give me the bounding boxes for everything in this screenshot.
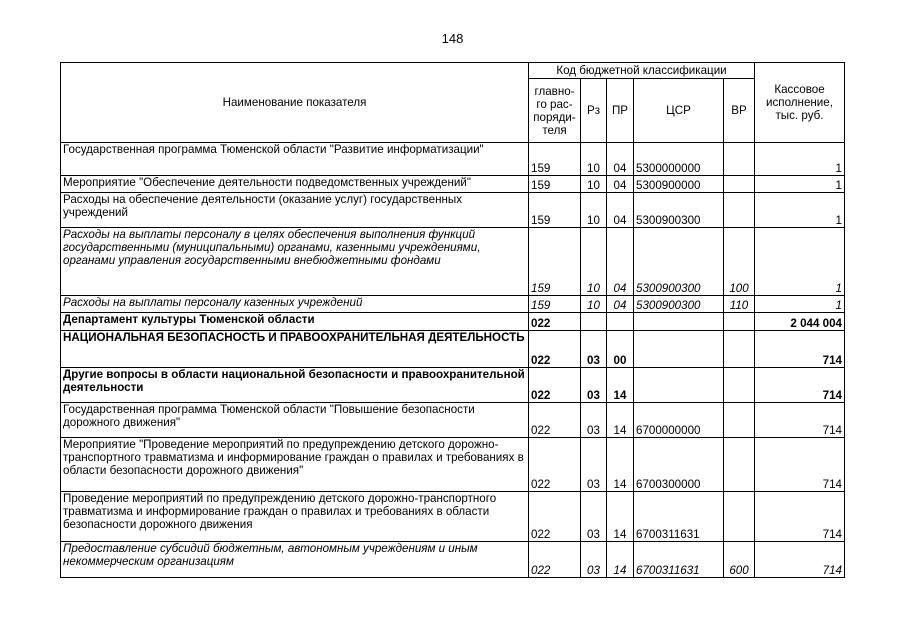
- cell-rz: 10: [581, 193, 607, 228]
- cell-amount: 1: [755, 228, 845, 296]
- cell-vr: [724, 313, 755, 331]
- header-vr: ВР: [724, 79, 755, 143]
- cell-csr: 5300900300: [634, 296, 724, 313]
- cell-rz: [581, 313, 607, 331]
- cell-vr: [724, 492, 755, 542]
- cell-csr: 6700300000: [634, 438, 724, 492]
- cell-pr: 14: [607, 403, 634, 438]
- cell-name: Другие вопросы в области национальной безопасности и правоохранительной деятельности: [61, 368, 529, 403]
- cell-csr: [634, 331, 724, 368]
- cell-amount: 714: [755, 542, 845, 578]
- cell-rz: 03: [581, 438, 607, 492]
- cell-name: Мероприятие "Проведение мероприятий по предупреждению детского дорожно-транспортного травматизма и информирование граждан о правилах и требованиях в области безопасности дорожного движения": [61, 438, 529, 492]
- cell-glava: 159: [529, 296, 581, 313]
- cell-csr: [634, 368, 724, 403]
- cell-vr: [724, 438, 755, 492]
- table-row: [61, 176, 845, 193]
- cell-amount: 1: [755, 296, 845, 313]
- cell-name: Проведение мероприятий по предупреждению детского дорожно-транспортного травматизма и информирование граждан о правилах и требованиях в области безопасности дорожного движения: [61, 492, 529, 542]
- cell-rz: 03: [581, 331, 607, 368]
- table-row: [61, 228, 845, 296]
- cell-csr: 5300900300: [634, 228, 724, 296]
- table-body: [61, 143, 845, 578]
- cell-pr: 00: [607, 331, 634, 368]
- header-rz: Рз: [581, 79, 607, 143]
- table-row: [61, 438, 845, 492]
- cell-rz: 03: [581, 368, 607, 403]
- cell-glava: 159: [529, 143, 581, 176]
- cell-pr: 14: [607, 368, 634, 403]
- cell-glava: 022: [529, 368, 581, 403]
- cell-pr: [607, 313, 634, 331]
- cell-vr: [724, 143, 755, 176]
- cell-glava: 022: [529, 313, 581, 331]
- cell-pr: 04: [607, 143, 634, 176]
- cell-amount: 1: [755, 143, 845, 176]
- cell-amount: 2 044 004: [755, 313, 845, 331]
- cell-name: НАЦИОНАЛЬНАЯ БЕЗОПАСНОСТЬ И ПРАВООХРАНИТЕЛЬНАЯ ДЕЯТЕЛЬНОСТЬ: [61, 331, 529, 368]
- cell-vr: [724, 403, 755, 438]
- cell-pr: 04: [607, 176, 634, 193]
- table-row: [61, 313, 845, 331]
- cell-amount: 1: [755, 176, 845, 193]
- cell-amount: 714: [755, 368, 845, 403]
- budget-table: [60, 62, 845, 578]
- cell-name: Департамент культуры Тюменской области: [61, 313, 529, 331]
- cell-name: Расходы на выплаты персоналу казенных учреждений: [61, 296, 529, 313]
- cell-vr: [724, 176, 755, 193]
- table-row: [61, 542, 845, 578]
- cell-csr: [634, 313, 724, 331]
- table-row: [61, 492, 845, 542]
- table-row: [61, 403, 845, 438]
- cell-vr: [724, 193, 755, 228]
- cell-vr: [724, 331, 755, 368]
- cell-glava: 159: [529, 193, 581, 228]
- header-csr: ЦСР: [634, 79, 724, 143]
- cell-rz: 03: [581, 403, 607, 438]
- header-amount: Кассовое исполнение, тыс. руб.: [755, 63, 845, 143]
- cell-glava: 022: [529, 403, 581, 438]
- cell-pr: 04: [607, 296, 634, 313]
- cell-pr: 04: [607, 193, 634, 228]
- cell-name: Предоставление субсидий бюджетным, автономным учреждениям и иным некоммерческим организациям: [61, 542, 529, 578]
- cell-rz: 10: [581, 296, 607, 313]
- cell-glava: 022: [529, 438, 581, 492]
- cell-glava: 022: [529, 331, 581, 368]
- cell-amount: 714: [755, 438, 845, 492]
- cell-csr: 6700311631: [634, 492, 724, 542]
- cell-vr: 110: [724, 296, 755, 313]
- cell-rz: 10: [581, 228, 607, 296]
- header-code-group: Код бюджетной классификации: [529, 63, 755, 79]
- cell-rz: 03: [581, 492, 607, 542]
- cell-rz: 03: [581, 542, 607, 578]
- table-row: [61, 331, 845, 368]
- cell-glava: 022: [529, 542, 581, 578]
- cell-pr: 14: [607, 492, 634, 542]
- cell-name: Расходы на выплаты персоналу в целях обеспечения выполнения функций государственными (муниципальными) органами, казенными учреждениями, органами управления государственными внебюджетными фондами: [61, 228, 529, 296]
- cell-name: Расходы на обеспечение деятельности (оказание услуг) государственных учреждений: [61, 193, 529, 228]
- cell-glava: 159: [529, 228, 581, 296]
- cell-amount: 714: [755, 403, 845, 438]
- cell-vr: [724, 368, 755, 403]
- table-row: [61, 193, 845, 228]
- cell-pr: 14: [607, 542, 634, 578]
- cell-pr: 04: [607, 228, 634, 296]
- cell-name: Мероприятие "Обеспечение деятельности подведомственных учреждений": [61, 176, 529, 193]
- cell-amount: 1: [755, 193, 845, 228]
- cell-name: Государственная программа Тюменской области "Повышение безопасности дорожного движения": [61, 403, 529, 438]
- cell-amount: 714: [755, 331, 845, 368]
- cell-csr: 5300900300: [634, 193, 724, 228]
- cell-csr: 5300000000: [634, 143, 724, 176]
- page-number: 148: [441, 31, 464, 46]
- cell-glava: 022: [529, 492, 581, 542]
- cell-rz: 10: [581, 176, 607, 193]
- cell-pr: 14: [607, 438, 634, 492]
- cell-name: Государственная программа Тюменской области "Развитие информатизации": [61, 143, 529, 176]
- table-row: [61, 143, 845, 176]
- header-name: Наименование показателя: [61, 63, 529, 143]
- header-glava: главно- го рас- поряди- теля: [529, 79, 581, 143]
- cell-csr: 5300900000: [634, 176, 724, 193]
- cell-glava: 159: [529, 176, 581, 193]
- cell-csr: 6700311631: [634, 542, 724, 578]
- header-pr: ПР: [607, 79, 634, 143]
- cell-csr: 6700000000: [634, 403, 724, 438]
- cell-vr: 600: [724, 542, 755, 578]
- table-row: [61, 296, 845, 313]
- cell-rz: 10: [581, 143, 607, 176]
- cell-amount: 714: [755, 492, 845, 542]
- table-row: [61, 368, 845, 403]
- cell-vr: 100: [724, 228, 755, 296]
